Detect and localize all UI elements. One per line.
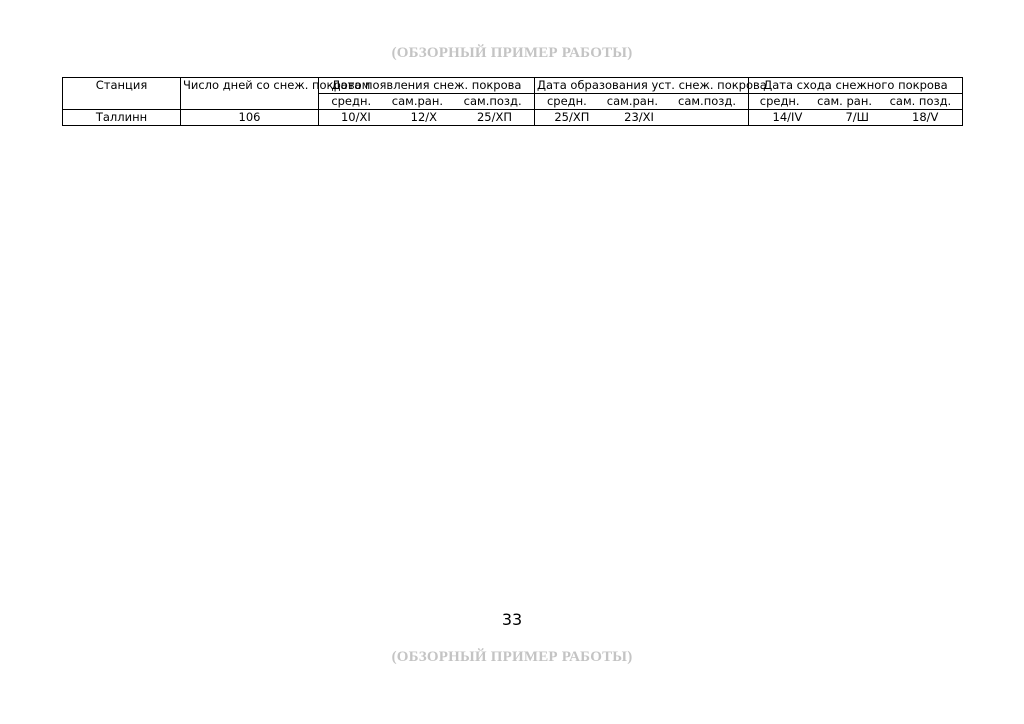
subheader-formation — [535, 94, 749, 110]
cell-days: 106 — [181, 110, 319, 126]
subheader-formation-latest: сам.позд. — [678, 94, 736, 108]
cell-appearance-earliest: 12/X — [410, 110, 438, 124]
page-number: 33 — [501, 610, 523, 629]
header-days: Число дней со снеж. покровом — [181, 78, 319, 110]
header-station: Станция — [63, 78, 181, 110]
watermark-top: (ОБЗОРНЫЙ ПРИМЕР РАБОТЫ) — [391, 45, 633, 61]
cell-appearance-latest: 25/ХП — [476, 110, 513, 124]
cell-station: Таллинн — [63, 110, 181, 126]
subheader-formation-earliest: сам.ран. — [606, 94, 659, 108]
subheader-melt-earliest: сам. ран. — [817, 94, 873, 108]
cell-melt-avg: 14/IV — [772, 110, 803, 124]
cell-melt-latest: 18/V — [912, 110, 939, 124]
snow-cover-table — [62, 77, 963, 126]
cell-formation — [535, 110, 749, 126]
table-row — [63, 110, 963, 126]
cell-melt — [749, 110, 963, 126]
header-appearance: Дата появления снеж. покрова — [319, 78, 535, 94]
cell-appearance — [319, 110, 535, 126]
cell-formation-avg: 25/ХП — [554, 110, 590, 124]
watermark-bottom: (ОБЗОРНЫЙ ПРИМЕР РАБОТЫ) — [391, 649, 633, 665]
header-formation: Дата образования уст. снеж. покрова — [535, 78, 749, 94]
subheader-melt-avg: средн. — [759, 94, 800, 108]
table-header-row — [63, 78, 963, 94]
cell-formation-earliest: 23/XI — [624, 110, 654, 124]
subheader-appearance-earliest: сам.ран. — [391, 94, 444, 108]
cell-appearance-avg: 10/XI — [340, 110, 371, 124]
subheader-melt-latest: сам. позд. — [889, 94, 952, 108]
subheader-appearance-latest: сам.позд. — [463, 94, 522, 108]
subheader-melt — [749, 94, 963, 110]
subheader-appearance — [319, 94, 535, 110]
header-melt: Дата схода снежного покрова — [749, 78, 963, 94]
subheader-formation-avg: средн. — [546, 94, 587, 108]
subheader-appearance-avg: средн. — [331, 94, 372, 108]
cell-melt-earliest: 7/Ш — [845, 110, 869, 124]
